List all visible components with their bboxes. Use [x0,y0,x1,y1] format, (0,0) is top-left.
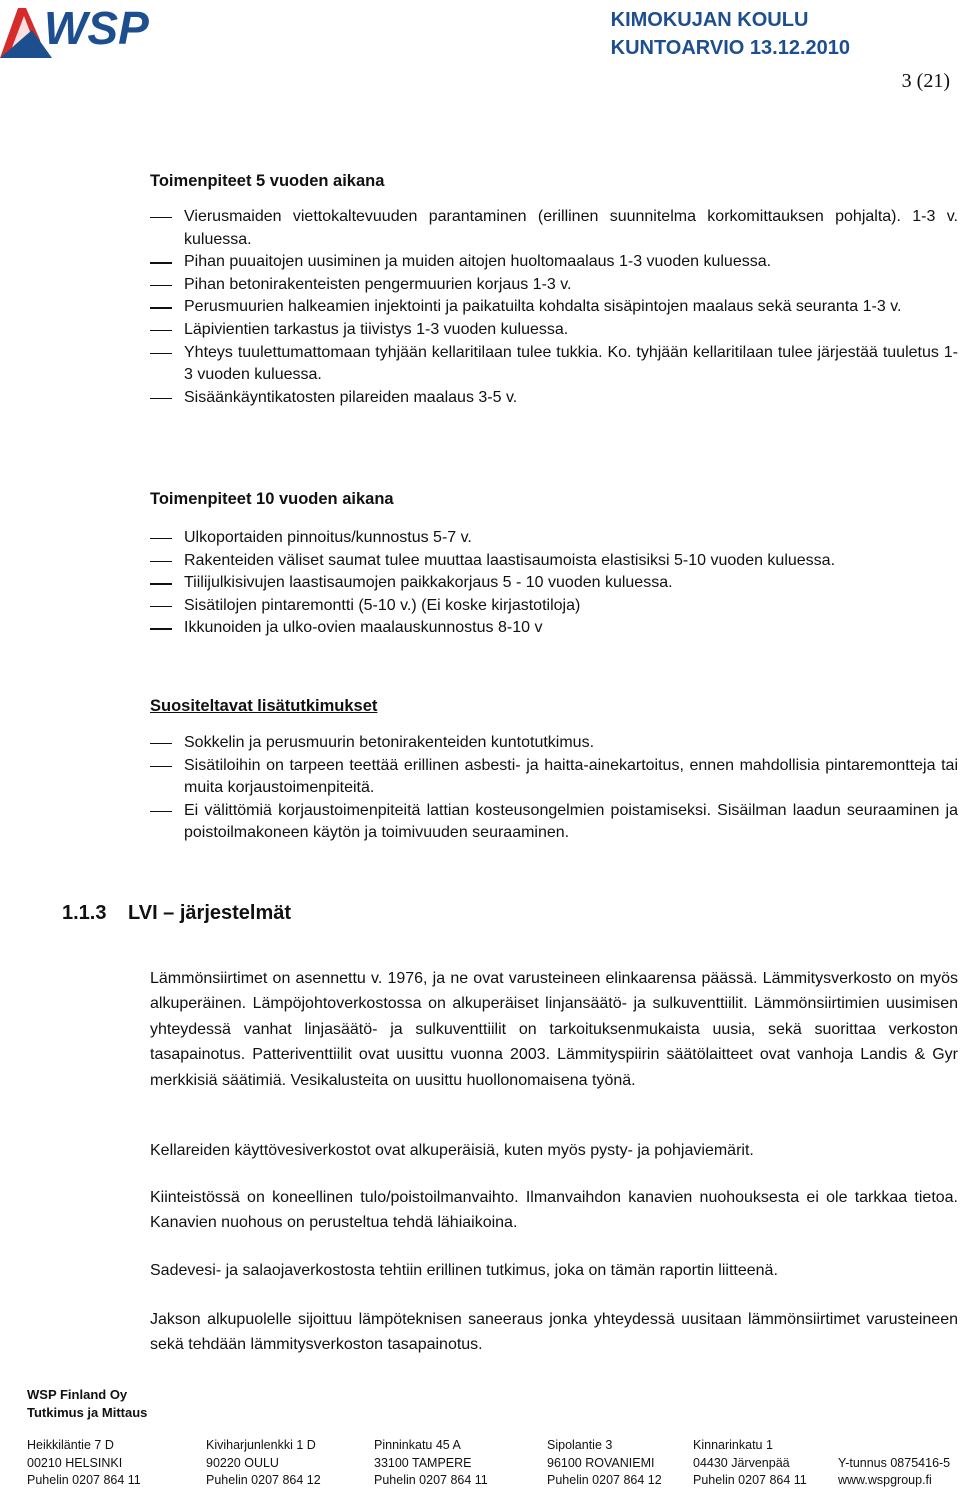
office-phone: Puhelin 0207 864 11 [27,1473,141,1487]
office-street: Sipolantie 3 [547,1438,613,1452]
office-postal: 33100 TAMPERE [374,1455,472,1470]
footer-office [547,1437,662,1490]
office-phone: Puhelin 0207 864 12 [547,1473,662,1487]
document-title-line2: KUNTOARVIO 13.12.2010 [610,37,850,59]
office-street: Kiviharjunlenkki 1 D [206,1438,316,1452]
list-item: Läpivientien tarkastus ja tiivistys 1-3 vuoden kuluessa. [150,319,958,342]
paragraph: Lämmönsiirtimet on asennettu v. 1976, ja ne ovat varusteineen elinkaarensa päässä. Lämmitysverkosto on myös alkuperäinen. Lämpöjohtoverkostossa on alkuperäiset linjansäätö- ja sulkuventtiilit. Lämmönsiirtimien uusimisen yhteydessä vanhat linjasäätö- ja sulkuventtiilit on tarkoituksenmukaista uusia, sekä suorittaa verkoston tasapainotus. Patteriventtiilit ovat uusittu vuonna 2003. Lämmityspiirin säätölaitteet ovat vanhoja Landis & Gyr merkkisiä säätimiä. Vesikalusteita on uusittu huollonomaisena työnä. [150,970,958,1089]
section-number: 1.1.3 [62,902,107,924]
heading-further-studies: Suositeltavat lisätutkimukset [150,697,378,715]
section-heading-lvi [62,902,291,925]
office-phone: Puhelin 0207 864 12 [206,1473,321,1487]
office-street: Pinninkatu 45 A [374,1438,461,1452]
section-title: LVI – järjestelmät [128,902,292,924]
office-postal: 90220 OULU [206,1455,279,1470]
list-item: Sisätiloihin on tarpeen teettää erillinen asbesti- ja haitta-ainekartoitus, ennen mahdollisia pintaremontteja tai muita korjaustoimenpiteitä. [150,755,958,800]
list-further-studies [150,732,958,845]
wsp-logo-icon [0,0,200,60]
paragraph: Kiinteistössä on koneellinen tulo/poistoilmanvaihto. Ilmanvaihdon kanavien nuohouksesta ei ole tarkkaa tietoa. Kanavien nuohous on perusteltua tehdä lähiaikoina. [150,1189,958,1232]
list-item: Sisäänkäyntikatosten pilareiden maalaus 3-5 v. [150,387,958,410]
office-phone: Puhelin 0207 864 11 [693,1473,807,1487]
website-link[interactable]: www.wspgroup.fi [838,1473,932,1487]
company-name: WSP Finland Oy [27,1387,128,1402]
list-item: Pihan betonirakenteisten pengermuurien korjaus 1-3 v. [150,274,958,297]
list-item: Pihan puuaitojen uusiminen ja muiden aitojen huoltomaalaus 1-3 vuoden kuluessa. [150,251,958,274]
footer-company [27,1386,147,1422]
page-number: 3 (21) [901,70,950,92]
paragraph: Sadevesi- ja salaojaverkostosta tehtiin erillinen tutkimus, joka on tämän raportin liitteenä. [150,1262,778,1279]
footer-office [374,1437,488,1490]
list-item: Rakenteiden väliset saumat tulee muuttaa laastisaumoista elastisiksi 5-10 vuoden kuluessa. [150,550,958,573]
office-postal: 00210 HELSINKI [27,1455,123,1470]
footer-office [27,1437,141,1490]
heading-ten-years: Toimenpiteet 10 vuoden aikana [150,490,394,508]
business-id: Y-tunnus 0875416-5 [838,1455,951,1470]
svg-text:WSP: WSP [44,2,149,54]
list-item: Yhteys tuulettumattomaan tyhjään kellaritilaan tulee tukkia. Ko. tyhjään kellaritilaan tulee järjestää tuuletus 1-3 vuoden kuluessa. [150,342,958,387]
office-street: Heikkiläntie 7 D [27,1438,114,1452]
list-item: Perusmuurien halkeamien injektointi ja paikatuilta kohdalta sisäpintojen maalaus sekä seuranta 1-3 v. [150,296,958,319]
list-item: Tiilijulkisivujen laastisaumojen paikkakorjaus 5 - 10 vuoden kuluessa. [150,572,958,595]
list-item: Sokkelin ja perusmuurin betonirakenteiden kuntotutkimus. [150,732,958,755]
office-phone: Puhelin 0207 864 11 [374,1473,488,1487]
footer-office [206,1437,321,1490]
list-item: Ulkoportaiden pinnoitus/kunnostus 5-7 v. [150,527,958,550]
office-street: Kinnarinkatu 1 [693,1438,773,1452]
wsp-logo [0,0,200,60]
office-postal: 04430 Järvenpää [693,1455,790,1470]
list-five-years [150,206,958,409]
list-item: Vierusmaiden viettokaltevuuden parantaminen (erillinen suunnitelma korkomittauksen pohjalta). 1-3 v. kuluessa. [150,206,958,251]
list-item: Ikkunoiden ja ulko-ovien maalauskunnostus 8-10 v [150,617,958,640]
list-item: Ei välittömiä korjaustoimenpiteitä lattian kosteusongelmien poistamiseksi. Sisäilman laadun seuraaminen ja poistoilmakoneen käytön ja toimivuuden seuraaminen. [150,800,958,845]
list-ten-years [150,527,958,640]
office-postal: 96100 ROVANIEMI [547,1455,655,1470]
document-title-line1: KIMOKUJAN KOULU [610,9,809,31]
footer-office [693,1437,807,1490]
document-title [611,6,850,62]
list-item: Sisätilojen pintaremontti (5-10 v.) (Ei koske kirjastotiloja) [150,595,958,618]
footer-company-ids [838,1437,950,1490]
heading-five-years: Toimenpiteet 5 vuoden aikana [150,172,385,190]
paragraph: Jakson alkupuolelle sijoittuu lämpöteknisen saneeraus jonka yhteydessä uusitaan lämmönsiirtimet varusteineen sekä tehdään lämmitysverkoston tasapainotus. [150,1311,958,1354]
company-division: Tutkimus ja Mittaus [27,1405,148,1420]
paragraph: Kellareiden käyttövesiverkostot ovat alkuperäisiä, kuten myös pysty- ja pohjaviemärit. [150,1142,754,1159]
